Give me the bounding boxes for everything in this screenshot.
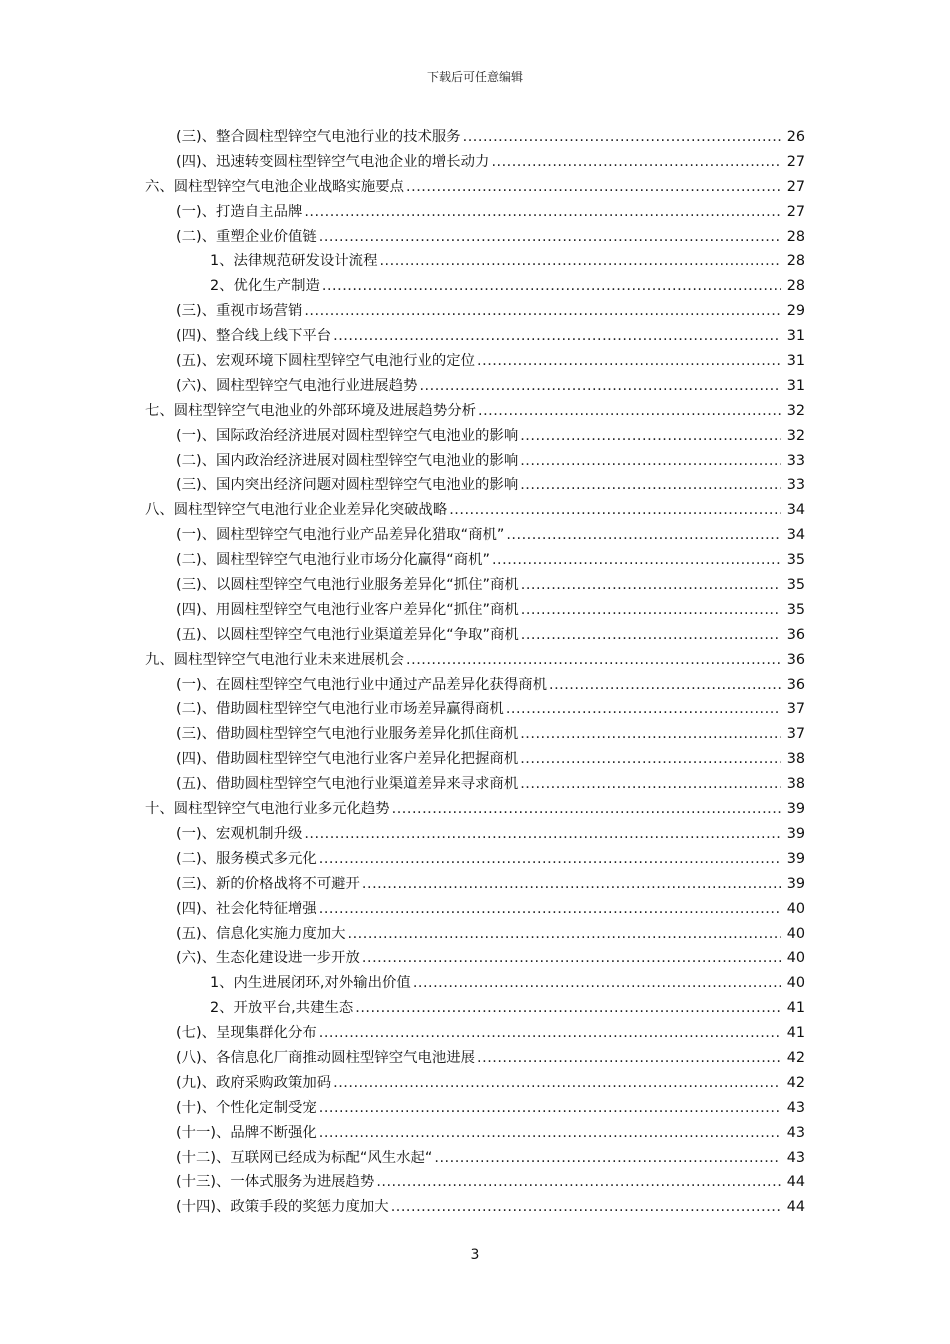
dot-leader <box>520 747 781 772</box>
dot-leader <box>362 872 781 897</box>
toc-entry-page: 37 <box>786 726 805 743</box>
toc-entry-page: 32 <box>786 402 805 419</box>
toc-entry[interactable] <box>210 971 805 996</box>
toc-entry[interactable] <box>176 897 805 922</box>
dot-leader <box>333 324 781 349</box>
dot-leader <box>319 1021 781 1046</box>
toc-entry-label: (五)、信息化实施力度加大 <box>176 925 346 942</box>
toc-entry-page: 34 <box>786 502 805 519</box>
dot-leader <box>419 374 781 399</box>
toc-entry-page: 32 <box>786 427 805 444</box>
dot-leader <box>304 299 781 324</box>
dot-leader <box>319 897 781 922</box>
toc-entry-label: 1、内生进展闭环,对外输出价值 <box>210 975 411 992</box>
toc-entry[interactable] <box>176 847 805 872</box>
toc-entry-label: (十三)、一体式服务为进展趋势 <box>176 1174 375 1191</box>
toc-entry-label: (十二)、互联网已经成为标配“风生水起“ <box>176 1149 433 1166</box>
dot-leader <box>376 1170 781 1195</box>
toc-entry[interactable] <box>176 623 805 648</box>
toc-entry[interactable] <box>176 349 805 374</box>
toc-entry[interactable] <box>176 374 805 399</box>
dot-leader <box>492 548 781 573</box>
toc-entry-page: 28 <box>786 253 805 270</box>
toc-entry-label: (十)、个性化定制受宠 <box>176 1099 317 1116</box>
dot-leader <box>463 125 781 150</box>
toc-entry-label: (一)、在圆柱型锌空气电池行业中通过产品差异化获得商机 <box>176 676 547 693</box>
toc-entry[interactable] <box>176 125 805 150</box>
toc-entry-page: 43 <box>786 1149 805 1166</box>
toc-entry[interactable] <box>176 150 805 175</box>
toc-entry[interactable] <box>176 200 805 225</box>
toc-entry-page: 42 <box>786 1074 805 1091</box>
toc-entry-label: (四)、用圆柱型锌空气电池行业客户差异化“抓住”商机 <box>176 601 519 618</box>
toc-entry[interactable] <box>176 747 805 772</box>
toc-entry-page: 39 <box>786 875 805 892</box>
toc-entry[interactable] <box>176 822 805 847</box>
toc-entry-page: 31 <box>786 353 805 370</box>
toc-entry-label: (一)、宏观机制升级 <box>176 825 303 842</box>
dot-leader <box>478 399 781 424</box>
toc-entry-label: (六)、圆柱型锌空气电池行业进展趋势 <box>176 377 418 394</box>
toc-entry-page: 40 <box>786 900 805 917</box>
toc-entry-label: (三)、国内突出经济问题对圆柱型锌空气电池业的影响 <box>176 477 519 494</box>
toc-entry-label: (十四)、政策手段的奖惩力度加大 <box>176 1199 389 1216</box>
toc-entry-label: (二)、服务模式多元化 <box>176 850 317 867</box>
toc-entry[interactable] <box>145 797 805 822</box>
toc-entry-label: (六)、生态化建设进一步开放 <box>176 950 360 967</box>
table-of-contents <box>0 125 950 1220</box>
toc-entry-label: (四)、借助圆柱型锌空气电池行业客户差异化把握商机 <box>176 751 519 768</box>
dot-leader <box>549 673 781 698</box>
dot-leader <box>506 697 781 722</box>
toc-entry-label: (三)、借助圆柱型锌空气电池行业服务差异化抓住商机 <box>176 726 519 743</box>
toc-entry-page: 38 <box>786 751 805 768</box>
toc-entry-page: 28 <box>786 278 805 295</box>
toc-entry-label: (三)、重视市场营销 <box>176 303 303 320</box>
toc-entry[interactable] <box>176 697 805 722</box>
toc-entry[interactable] <box>176 424 805 449</box>
toc-entry-page: 35 <box>786 552 805 569</box>
toc-entry-page: 36 <box>786 626 805 643</box>
toc-entry[interactable] <box>176 324 805 349</box>
toc-entry-page: 42 <box>786 1049 805 1066</box>
toc-entry[interactable] <box>210 274 805 299</box>
page-number: 3 <box>470 1247 480 1263</box>
toc-entry[interactable] <box>176 922 805 947</box>
toc-entry-page: 39 <box>786 850 805 867</box>
dot-leader <box>520 473 781 498</box>
page-header: 下载后可任意编辑 <box>426 70 523 84</box>
toc-entry[interactable] <box>145 175 805 200</box>
dot-leader <box>477 1046 781 1071</box>
toc-entry[interactable] <box>210 996 805 1021</box>
dot-leader <box>477 349 781 374</box>
toc-entry-label: (九)、政府采购政策加码 <box>176 1074 332 1091</box>
toc-entry-label: (八)、各信息化厂商推动圆柱型锌空气电池进展 <box>176 1049 476 1066</box>
toc-entry[interactable] <box>176 1121 805 1146</box>
toc-entry-page: 35 <box>786 601 805 618</box>
toc-entry[interactable] <box>176 1096 805 1121</box>
toc-entry-page: 34 <box>786 527 805 544</box>
toc-entry-label: (二)、借助圆柱型锌空气电池行业市场差异赢得商机 <box>176 701 504 718</box>
toc-entry[interactable] <box>176 225 805 250</box>
toc-entry-page: 44 <box>786 1199 805 1216</box>
toc-entry-label: (二)、圆柱型锌空气电池行业市场分化赢得“商机” <box>176 552 490 569</box>
toc-entry-label: (一)、圆柱型锌空气电池行业产品差异化猎取“商机” <box>176 527 505 544</box>
dot-leader <box>521 598 781 623</box>
toc-entry-page: 26 <box>786 129 805 145</box>
toc-entry-label: (一)、打造自主品牌 <box>176 203 303 220</box>
toc-entry-label: (十一)、品牌不断强化 <box>176 1124 317 1141</box>
dot-leader <box>322 274 781 299</box>
toc-entry-label: 八、圆柱型锌空气电池行业企业差异化突破战略 <box>145 502 448 519</box>
toc-entry[interactable] <box>176 598 805 623</box>
toc-entry-label: (四)、迅速转变圆柱型锌空气电池企业的增长动力 <box>176 153 490 170</box>
toc-entry-page: 40 <box>786 925 805 942</box>
toc-entry-label: (二)、国内政治经济进展对圆柱型锌空气电池业的影响 <box>176 452 519 469</box>
toc-entry-label: 七、圆柱型锌空气电池业的外部环境及进展趋势分析 <box>145 402 476 419</box>
dot-leader <box>391 1195 781 1220</box>
toc-entry[interactable] <box>176 1046 805 1071</box>
toc-entry[interactable] <box>176 673 805 698</box>
toc-entry-label: (四)、整合线上线下平台 <box>176 328 332 345</box>
toc-entry-page: 37 <box>786 701 805 718</box>
toc-entry[interactable] <box>210 249 805 274</box>
dot-leader <box>304 200 781 225</box>
dot-leader <box>319 1121 781 1146</box>
dot-leader <box>406 175 781 200</box>
dot-leader <box>406 648 781 673</box>
toc-entry-label: (五)、以圆柱型锌空气电池行业渠道差异化“争取”商机 <box>176 626 519 643</box>
toc-entry[interactable] <box>176 872 805 897</box>
toc-entry-page: 38 <box>786 776 805 793</box>
toc-entry[interactable] <box>176 573 805 598</box>
dot-leader <box>520 722 781 747</box>
toc-entry-page: 33 <box>786 477 805 494</box>
toc-entry-page: 29 <box>786 303 805 320</box>
dot-leader <box>413 971 781 996</box>
toc-entry-page: 27 <box>786 178 805 195</box>
dot-leader <box>333 1071 781 1096</box>
toc-entry-page: 44 <box>786 1174 805 1191</box>
toc-entry[interactable] <box>176 1195 805 1220</box>
toc-entry-label: (三)、整合圆柱型锌空气电池行业的技术服务 <box>176 129 461 145</box>
toc-entry-label: 2、开放平台,共建生态 <box>210 1000 354 1017</box>
dot-leader <box>520 772 781 797</box>
toc-entry[interactable] <box>176 299 805 324</box>
toc-entry-page: 41 <box>786 1000 805 1017</box>
toc-entry-page: 40 <box>786 950 805 967</box>
dot-leader <box>348 922 781 947</box>
toc-entry-page: 36 <box>786 676 805 693</box>
toc-entry-label: 十、圆柱型锌空气电池行业多元化趋势 <box>145 801 390 818</box>
toc-entry-page: 43 <box>786 1099 805 1116</box>
toc-entry-page: 27 <box>786 203 805 220</box>
dot-leader <box>362 946 781 971</box>
toc-entry-label: 六、圆柱型锌空气电池企业战略实施要点 <box>145 178 405 195</box>
toc-entry[interactable] <box>176 449 805 474</box>
toc-entry-page: 39 <box>786 825 805 842</box>
dot-leader <box>520 424 781 449</box>
toc-entry[interactable] <box>176 946 805 971</box>
toc-entry-label: (七)、呈现集群化分布 <box>176 1025 317 1042</box>
toc-entry-label: 1、法律规范研发设计流程 <box>210 253 378 270</box>
toc-entry[interactable] <box>176 1146 805 1171</box>
toc-entry[interactable] <box>176 1170 805 1195</box>
toc-entry[interactable] <box>176 1021 805 1046</box>
dot-leader <box>520 449 781 474</box>
dot-leader <box>506 523 781 548</box>
toc-entry-label: (二)、重塑企业价值链 <box>176 228 317 245</box>
toc-entry-page: 27 <box>786 153 805 170</box>
toc-entry[interactable] <box>176 473 805 498</box>
toc-entry[interactable] <box>145 648 805 673</box>
dot-leader <box>434 1146 781 1171</box>
dot-leader <box>491 150 781 175</box>
dot-leader <box>521 573 781 598</box>
dot-leader <box>449 498 781 523</box>
toc-entry-label: (五)、借助圆柱型锌空气电池行业渠道差异来寻求商机 <box>176 776 519 793</box>
toc-entry[interactable] <box>145 498 805 523</box>
dot-leader <box>319 225 781 250</box>
toc-entry-label: (一)、国际政治经济进展对圆柱型锌空气电池业的影响 <box>176 427 519 444</box>
toc-entry-page: 31 <box>786 328 805 345</box>
dot-leader <box>392 797 781 822</box>
dot-leader <box>521 623 781 648</box>
dot-leader <box>355 996 781 1021</box>
toc-entry-page: 36 <box>786 651 805 668</box>
toc-entry-page: 31 <box>786 377 805 394</box>
dot-leader <box>319 847 781 872</box>
toc-entry-label: (三)、以圆柱型锌空气电池行业服务差异化“抓住”商机 <box>176 577 519 594</box>
toc-entry-page: 40 <box>786 975 805 992</box>
toc-entry-page: 41 <box>786 1025 805 1042</box>
toc-entry-label: (三)、新的价格战将不可避开 <box>176 875 360 892</box>
toc-entry-page: 33 <box>786 452 805 469</box>
toc-entry-page: 43 <box>786 1124 805 1141</box>
toc-entry[interactable] <box>145 399 805 424</box>
toc-entry-label: 2、优化生产制造 <box>210 278 320 295</box>
toc-entry-label: 九、圆柱型锌空气电池行业未来进展机会 <box>145 651 405 668</box>
dot-leader <box>304 822 781 847</box>
toc-entry-page: 35 <box>786 577 805 594</box>
toc-entry-page: 28 <box>786 228 805 245</box>
toc-entry-page: 39 <box>786 801 805 818</box>
toc-entry[interactable] <box>176 1071 805 1096</box>
toc-entry[interactable] <box>176 523 805 548</box>
dot-leader <box>319 1096 781 1121</box>
toc-entry[interactable] <box>176 722 805 747</box>
toc-entry-label: (四)、社会化特征增强 <box>176 900 317 917</box>
dot-leader <box>379 249 781 274</box>
toc-entry[interactable] <box>176 548 805 573</box>
toc-entry[interactable] <box>176 772 805 797</box>
toc-entry-label: (五)、宏观环境下圆柱型锌空气电池行业的定位 <box>176 353 476 370</box>
